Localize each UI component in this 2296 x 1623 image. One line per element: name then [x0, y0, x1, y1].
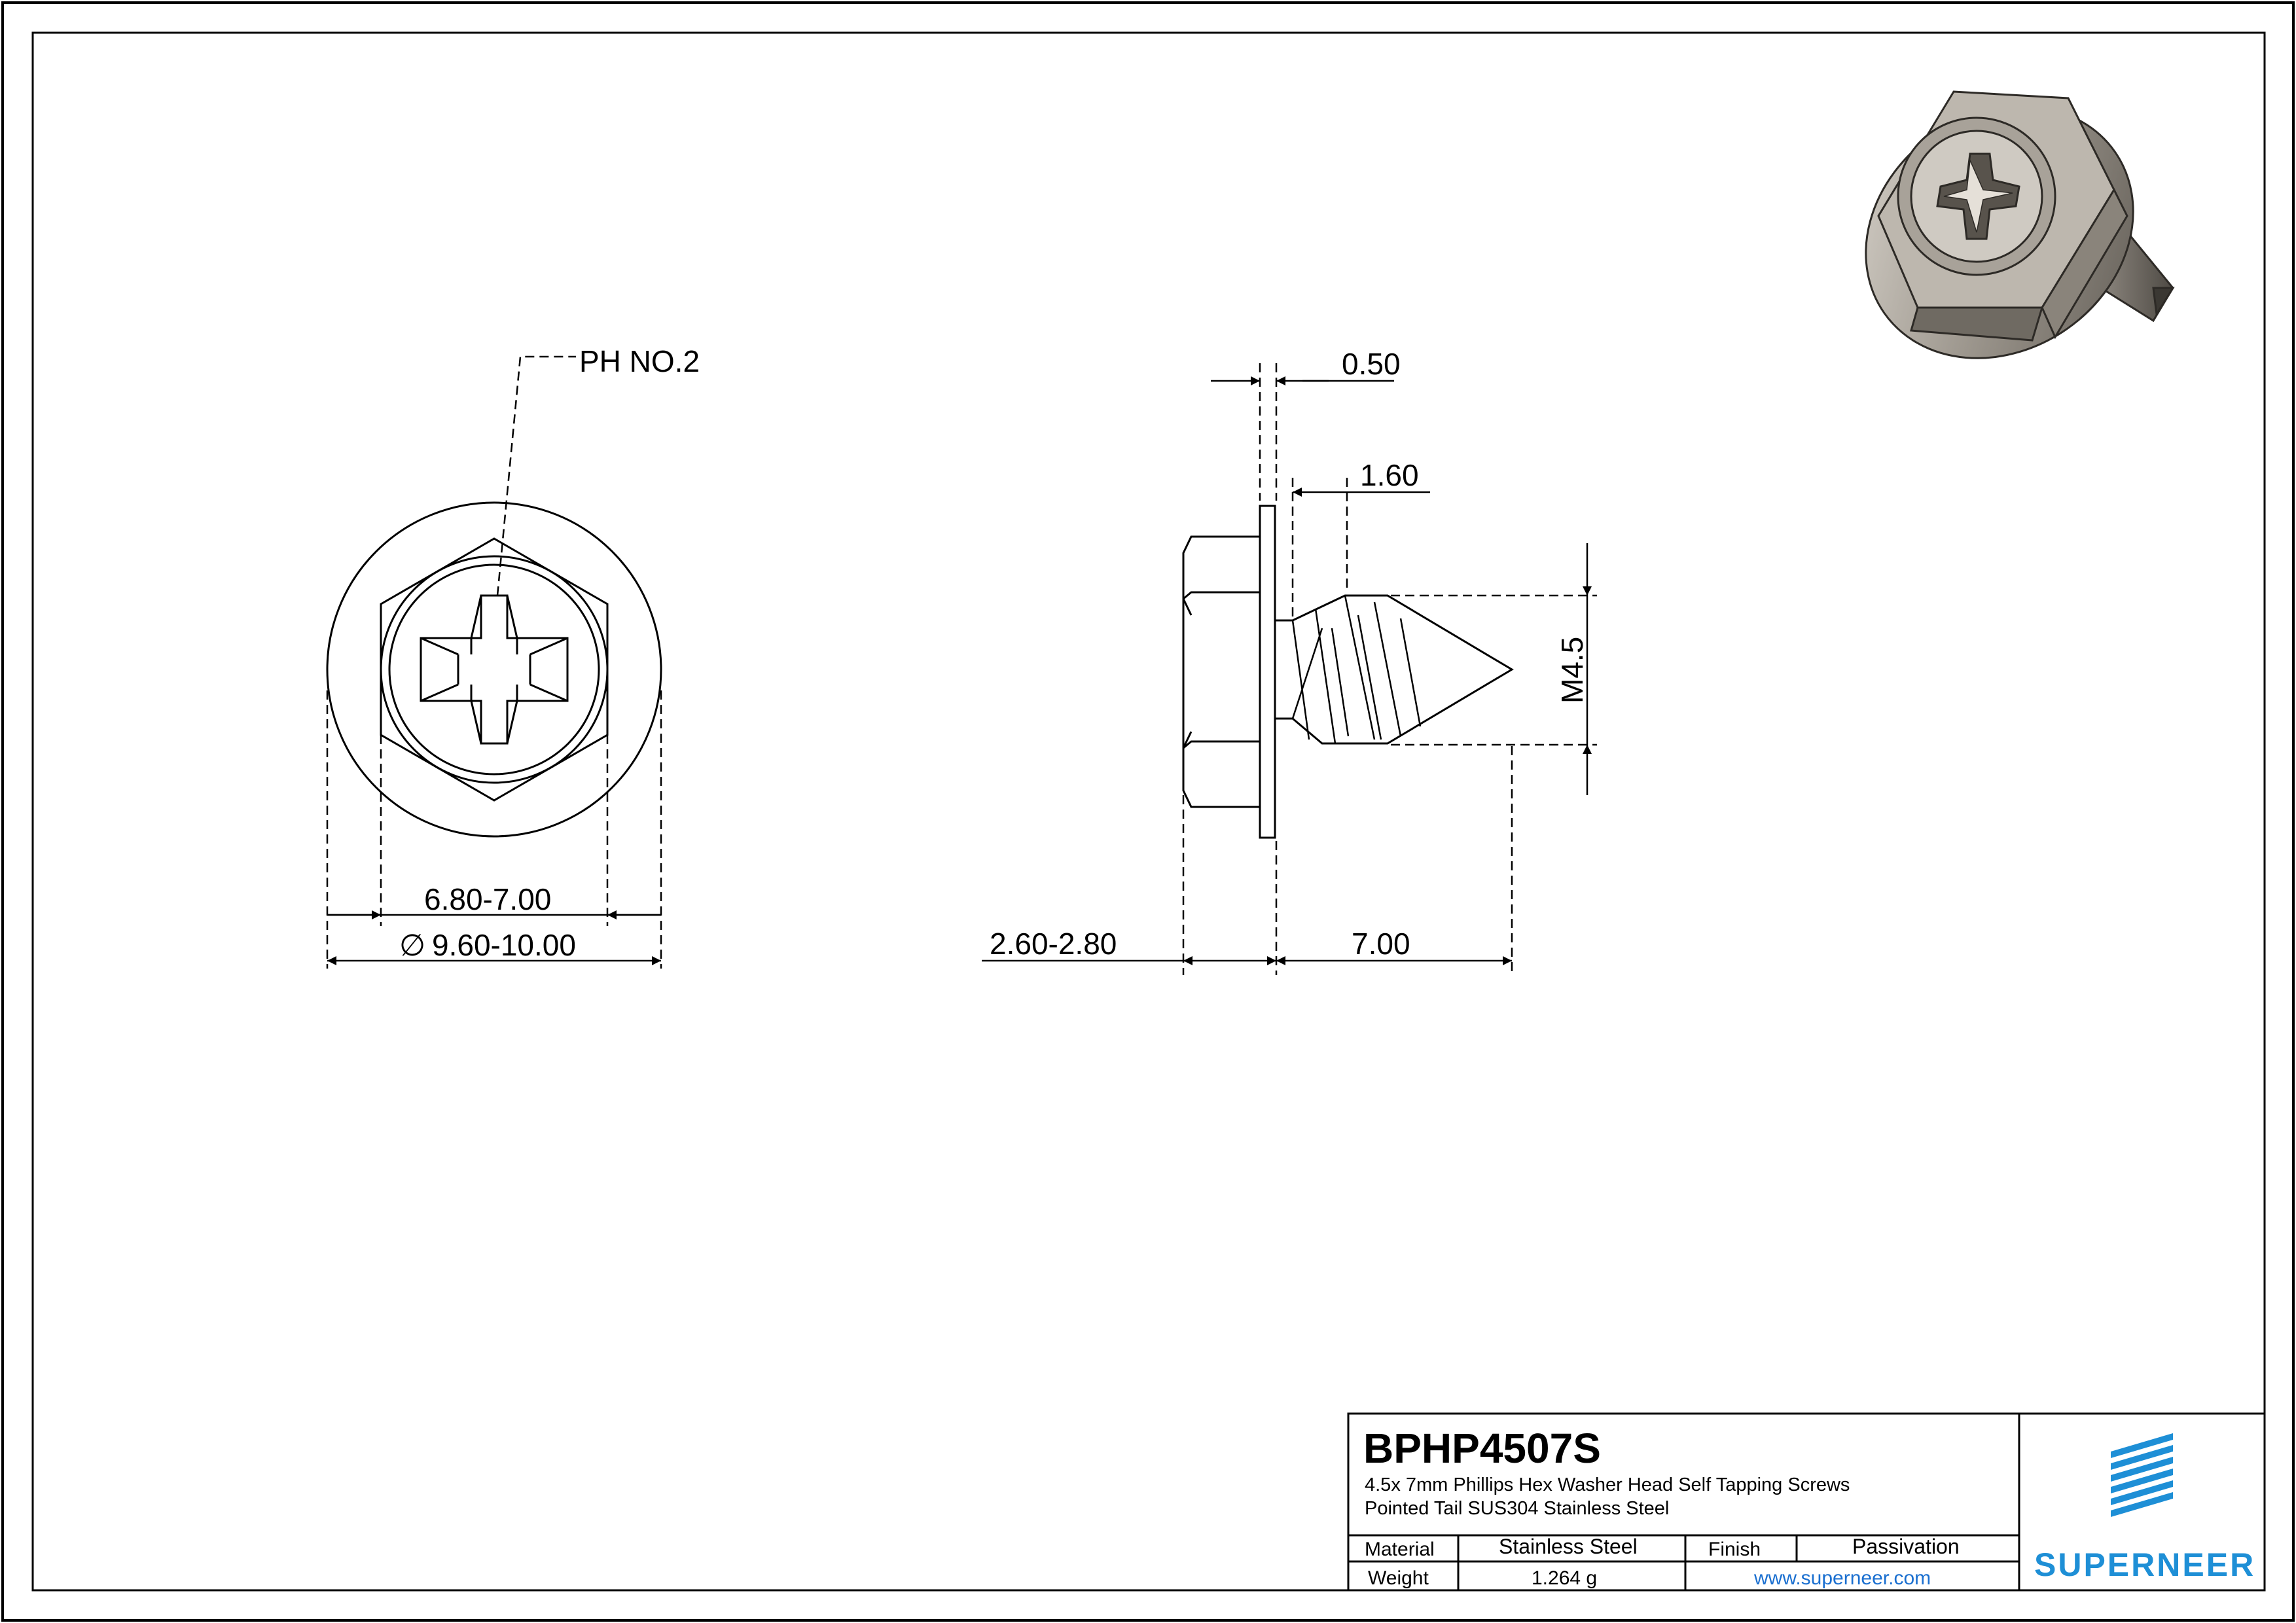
- hex-width-dimension: 6.80-7.00: [424, 882, 552, 916]
- website-link[interactable]: www.superneer.com: [1754, 1567, 1931, 1589]
- screw-length-dimension: 7.00: [1352, 927, 1410, 961]
- washer-diameter-dimension: 9.60-10.00: [432, 928, 576, 962]
- front-view: [327, 357, 661, 969]
- washer-thickness-dimension: 0.50: [1342, 347, 1401, 381]
- phillips-recess-outer: [421, 596, 567, 743]
- hex-outline: [381, 539, 607, 800]
- washer-flange: [1260, 506, 1275, 838]
- finish-label: Finish: [1708, 1539, 1761, 1560]
- side-view-dimensions: [982, 363, 1597, 975]
- finish-value: Passivation: [1852, 1535, 1960, 1558]
- description-line-1: 4.5x 7mm Phillips Hex Washer Head Self Tapping Screws: [1365, 1474, 1850, 1495]
- superneer-logo-icon: [2111, 1433, 2173, 1517]
- side-extension-lines: [1183, 363, 1597, 975]
- hex-head-profile: [1183, 537, 1260, 807]
- drive-leader-line: [497, 357, 576, 596]
- unthreaded-length-dimension: 1.60: [1360, 458, 1419, 492]
- material-value: Stainless Steel: [1499, 1535, 1638, 1558]
- head-height-dimension: 2.60-2.80: [990, 927, 1117, 961]
- weight-label: Weight: [1368, 1567, 1429, 1589]
- company-name: SUPERNEER: [2034, 1546, 2256, 1583]
- thread-size-dimension: M4.5: [1555, 636, 1589, 704]
- shank-outline: [1275, 596, 1512, 743]
- part-number: BPHP4507S: [1363, 1425, 1601, 1472]
- weight-value: 1.264 g: [1532, 1567, 1598, 1589]
- description-line-2: Pointed Tail SUS304 Stainless Steel: [1365, 1498, 1670, 1519]
- thread-profile: [1293, 596, 1420, 743]
- screw-3d-render: [1817, 55, 2183, 410]
- drive-callout: PH NO.2: [579, 344, 700, 378]
- diameter-symbol: ∅: [399, 928, 426, 962]
- phillips-recess-inner: [421, 596, 567, 743]
- washer-outline: [327, 503, 661, 836]
- material-label: Material: [1365, 1539, 1435, 1560]
- front-extension-lines: [327, 690, 661, 969]
- hex-head-flats: [1183, 592, 1260, 748]
- head-outer-ring: [381, 556, 607, 783]
